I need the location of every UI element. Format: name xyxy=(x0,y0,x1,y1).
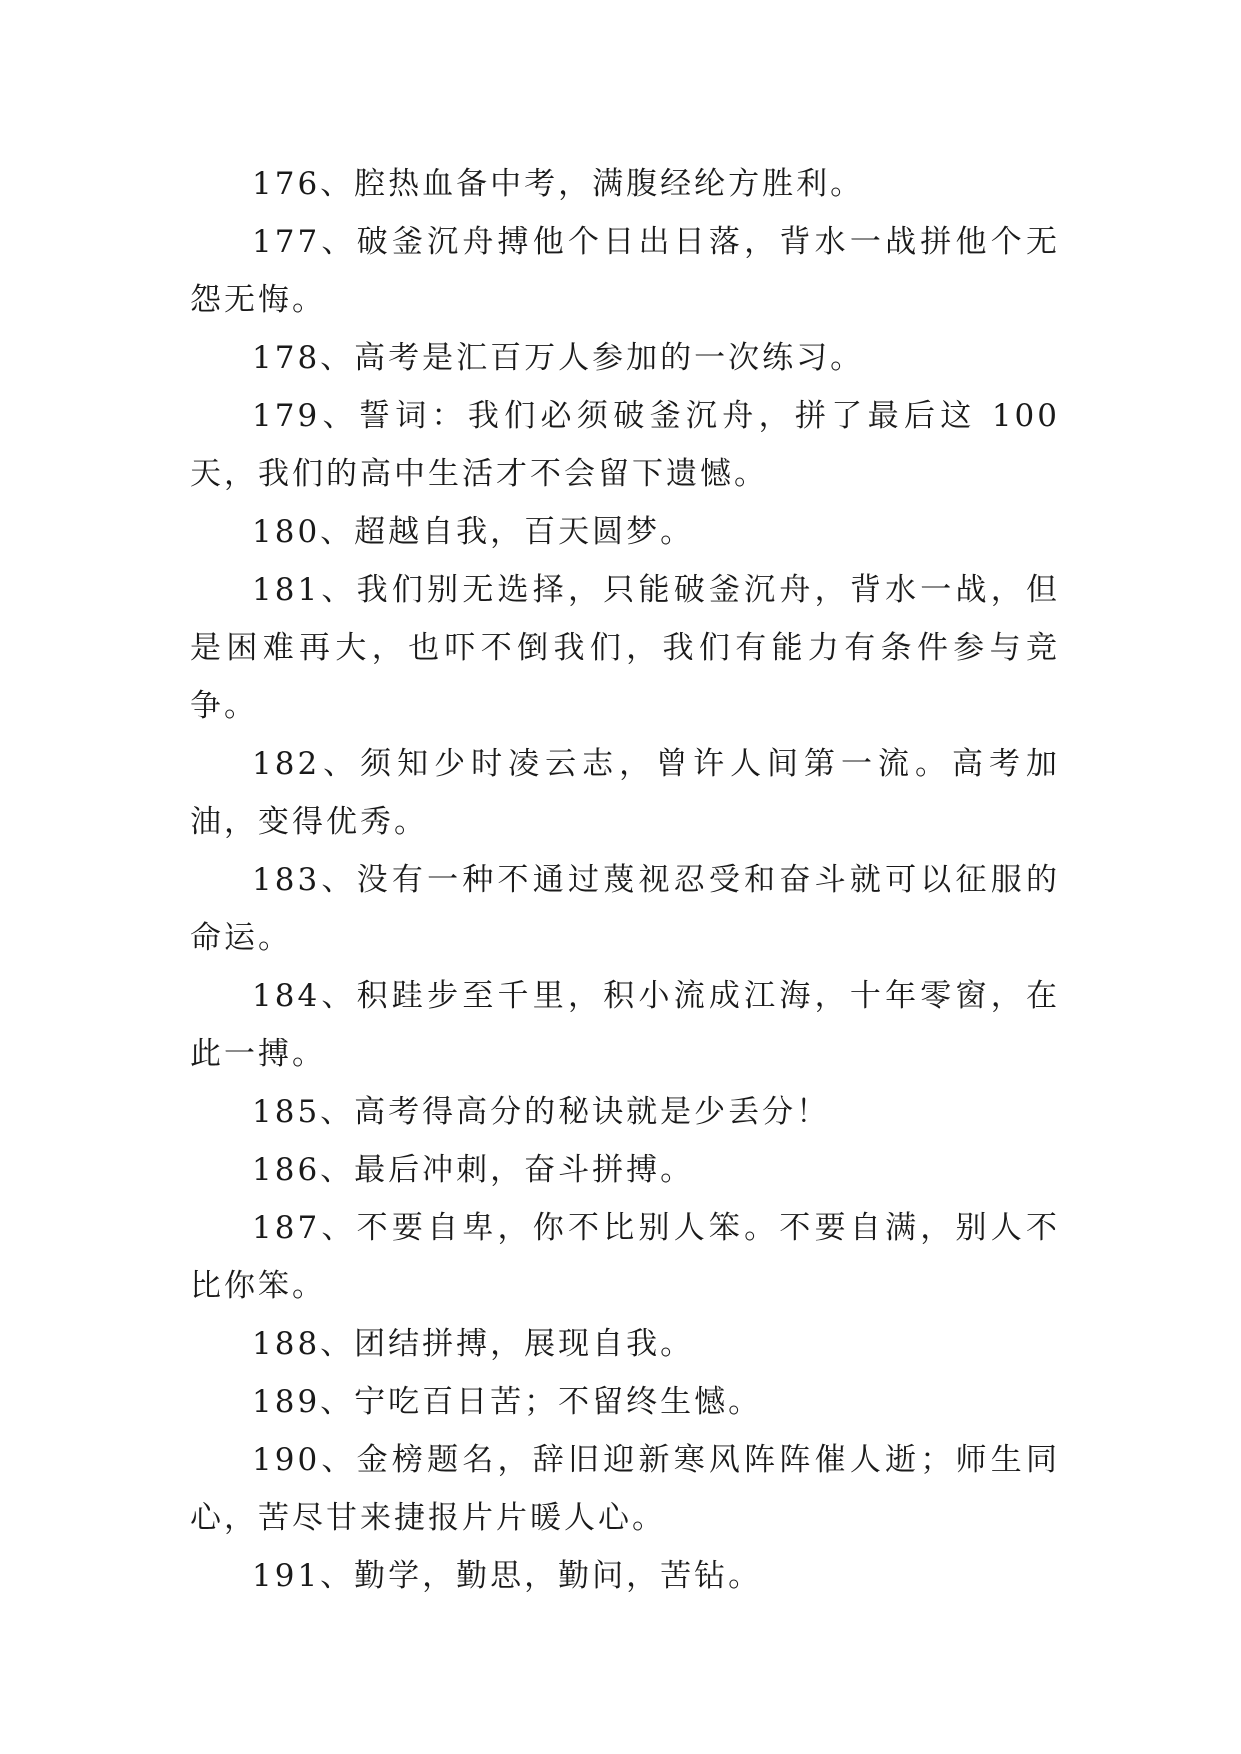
paragraph-190: 190、金榜题名，辞旧迎新寒风阵阵催人逝；师生同心，苦尽甘来捷报片片暖人心。 xyxy=(190,1442,1060,1536)
paragraph-178: 178、高考是汇百万人参加的一次练习。 xyxy=(252,340,865,376)
paragraph-183: 183、没有一种不通过蔑视忍受和奋斗就可以征服的命运。 xyxy=(190,862,1060,956)
paragraph-181: 181、我们别无选择，只能破釜沉舟，背水一战，但是困难再大，也吓不倒我们，我们有能力有条件参与竞争。 xyxy=(190,572,1060,724)
paragraph-185: 185、高考得高分的秘诀就是少丢分！ xyxy=(252,1094,831,1130)
paragraph-180: 180、超越自我，百天圆梦。 xyxy=(252,514,695,550)
paragraph-191: 191、勤学，勤思，勤问，苦钻。 xyxy=(252,1558,763,1594)
paragraph-176: 176、腔热血备中考，满腹经纶方胜利。 xyxy=(252,166,865,202)
paragraph-186: 186、最后冲刺，奋斗拼搏。 xyxy=(252,1152,695,1188)
paragraph-184: 184、积跬步至千里，积小流成江海，十年零窗，在此一搏。 xyxy=(190,978,1060,1072)
paragraph-179: 179、誓词：我们必须破釜沉舟，拼了最后这 100 天，我们的高中生活才不会留下遗憾。 xyxy=(190,398,1060,492)
paragraph-182: 182、须知少时凌云志，曾许人间第一流。高考加油，变得优秀。 xyxy=(190,746,1060,840)
paragraph-189: 189、宁吃百日苦；不留终生憾。 xyxy=(252,1384,763,1420)
paragraph-188: 188、团结拼搏，展现自我。 xyxy=(252,1326,695,1362)
paragraph-177: 177、破釜沉舟搏他个日出日落，背水一战拼他个无怨无悔。 xyxy=(190,224,1060,318)
document-body xyxy=(190,155,1060,1605)
paragraph-187: 187、不要自卑，你不比别人笨。不要自满，别人不比你笨。 xyxy=(190,1210,1060,1304)
